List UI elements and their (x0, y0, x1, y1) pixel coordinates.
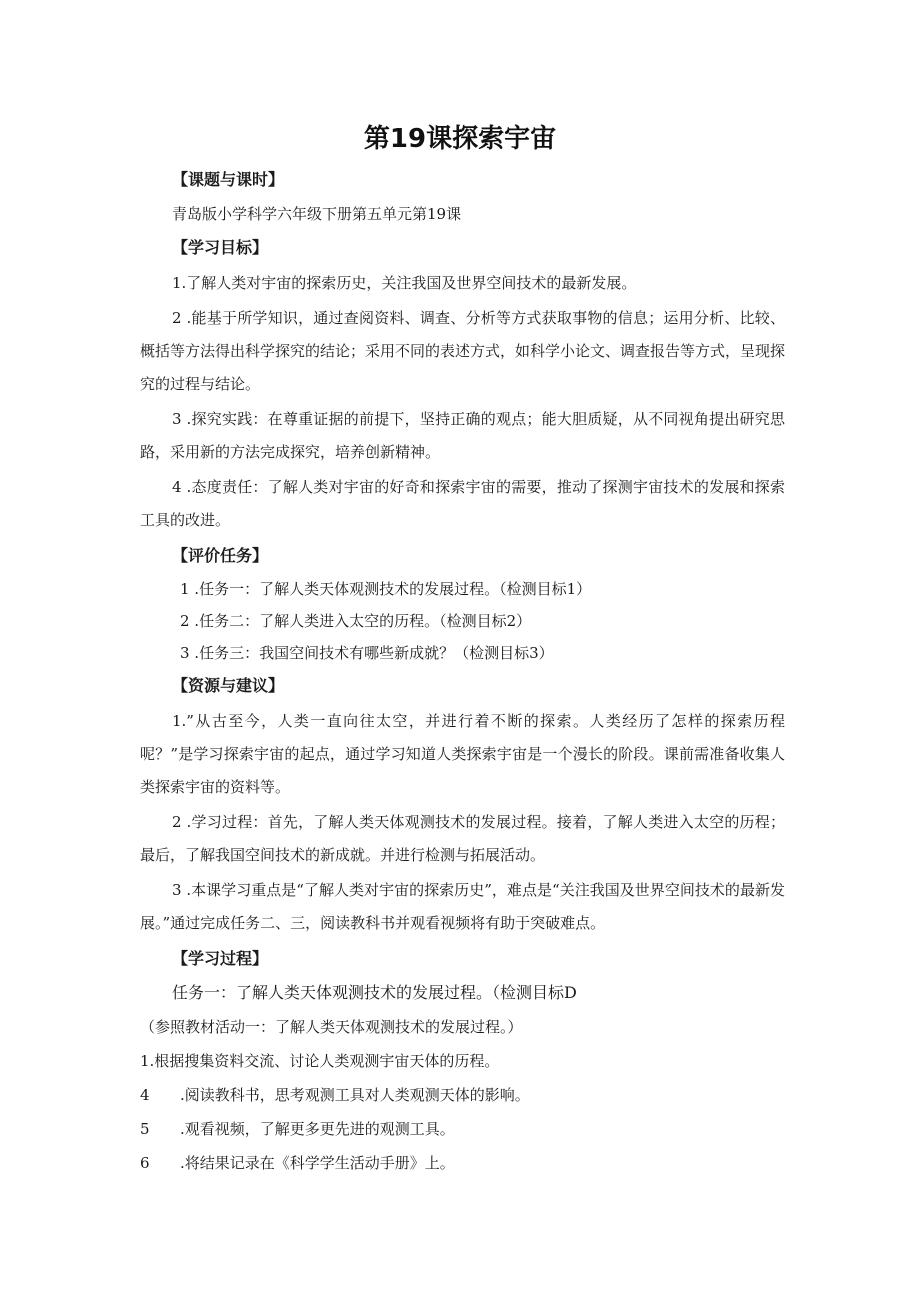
section-heading-eval: 【评价任务】 (172, 546, 269, 565)
process-step: 1.根据搜集资料交流、讨论人类观测宇宙天体的历程。 (140, 1052, 500, 1070)
goal-item: 1.了解人类对宇宙的探索历史，关注我国及世界空间技术的最新发展。 (172, 274, 637, 292)
eval-item: 2 .任务二：了解人类进入太空的历程。（检测目标2） (180, 612, 532, 630)
eval-item: 3 .任务三：我国空间技术有哪些新成就？（检测目标3） (180, 644, 554, 662)
task1-reference: （参照教材活动一：了解人类天体观测技术的发展过程。） (140, 1018, 523, 1036)
document-title: 第19课探索宇宙 (363, 124, 557, 154)
topic-text: 青岛版小学科学六年级下册第五单元第19课 (172, 205, 462, 223)
step-number: 5 (140, 1120, 150, 1138)
step-number: 4 (140, 1086, 150, 1104)
goal-item: 2 .能基于所学知识，通过查阅资料、调查、分析等方式获取事物的信息；运用分析、比较、概括等方法得出科学探究的结论；采用不同的表述方式，如科学小论文、调查报告等方式，呈现探究的过程与结论。 (140, 309, 786, 393)
resource-item: 3 .本课学习重点是“了解人类对宇宙的探索历史”，难点是“关注我国及世界空间技术的最新发展。”通过完成任务二、三，阅读教科书并观看视频将有助于突破难点。 (140, 881, 785, 932)
process-step (140, 1146, 785, 1180)
step-text: .将结果记录在《科学学生活动手册》上。 (180, 1154, 455, 1172)
goal-item: 4 .态度责任：了解人类对宇宙的好奇和探索宇宙的需要，推动了探测宇宙技术的发展和探索工具的改进。 (140, 478, 785, 529)
section-heading-process: 【学习过程】 (172, 949, 269, 968)
step-number: 6 (140, 1154, 150, 1172)
task1-title: 任务一：了解人类天体观测技术的发展过程。（检测目标D (172, 983, 577, 1002)
step-text: .阅读教科书，思考观测工具对人类观测天体的影响。 (180, 1086, 530, 1104)
section-heading-goals: 【学习目标】 (172, 238, 269, 257)
section-heading-resources: 【资源与建议】 (172, 676, 285, 695)
resource-item: 1.”从古至今，人类一直向往太空，并进行着不断的探索。人类经历了怎样的探索历程呢？”是学习探索宇宙的起点，通过学习知道人类探索宇宙是一个漫长的阶段。课前需准备收集人类探索宇宙的资料等。 (140, 712, 785, 796)
document-body (140, 163, 785, 1180)
eval-item: 1 .任务一：了解人类天体观测技术的发展过程。（检测目标1） (180, 580, 592, 598)
process-step (140, 1078, 785, 1112)
step-text: .观看视频，了解更多更先进的观测工具。 (180, 1120, 455, 1138)
section-heading-topic: 【课题与课时】 (172, 170, 285, 189)
resource-item: 2 .学习过程：首先，了解人类天体观测技术的发展过程。接着，了解人类进入太空的历程；最后，了解我国空间技术的新成就。并进行检测与拓展活动。 (140, 813, 785, 864)
goal-item: 3 .探究实践：在尊重证据的前提下，坚持正确的观点；能大胆质疑，从不同视角提出研究思路，采用新的方法完成探究，培养创新精神。 (140, 410, 785, 461)
process-step (140, 1112, 785, 1146)
